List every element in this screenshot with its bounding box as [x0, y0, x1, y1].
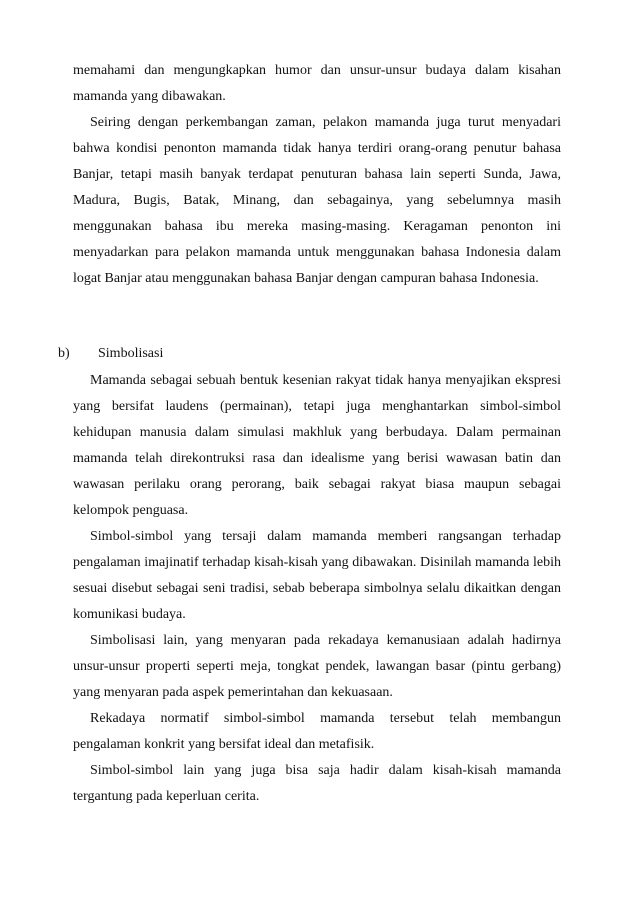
paragraph-language-diversity	[73, 110, 561, 292]
section-paragraph: Simbol-simbol lain yang juga bisa saja hadir dalam kisah-kisah mamanda tergantung pada keperluan cerita.	[73, 763, 561, 804]
section-body	[73, 368, 561, 810]
section-heading	[58, 341, 163, 367]
paragraph-continuation	[73, 58, 561, 110]
section-paragraph: Simbolisasi lain, yang menyaran pada rekadaya kemanusiaan adalah hadirnya unsur-unsur properti seperti meja, tongkat pendek, lawangan basar (pintu gerbang) yang menyaran pada aspek pemerintahan dan kekuasaan.	[73, 633, 561, 700]
paragraph-text: Seiring dengan perkembangan zaman, pelakon mamanda juga turut menyadari bahwa kondisi penonton mamanda tidak hanya terdiri orang-orang penutur bahasa Banjar, tetapi masih banyak terdapat penuturan bahasa lain seperti Sunda, Jawa, Madura, Bugis, Batak, Minang, dan sebagainya, yang sebelumnya masih menggunakan bahasa ibu mereka masing-masing. Keragaman penonton ini menyadarkan para pelakon mamanda untuk menggunakan bahasa Indonesia dalam logat Banjar atau menggunakan bahasa Banjar dengan campuran bahasa Indonesia.	[73, 115, 561, 286]
paragraph-text: memahami dan mengungkapkan humor dan unsur-unsur budaya dalam kisahan mamanda yang dibawakan.	[73, 63, 561, 104]
section-marker: b)	[58, 346, 70, 361]
section-paragraph: Mamanda sebagai sebuah bentuk kesenian rakyat tidak hanya menyajikan ekspresi yang bersifat laudens (permainan), tetapi juga menghantarkan simbol-simbol kehidupan manusia dalam simulasi makhluk yang berbudaya. Dalam permainan mamanda telah direkontruksi rasa dan idealisme yang berisi wawasan batin dan wawasan perilaku orang perorang, baik sebagai rakyat biasa maupun sebagai kelompok penguasa.	[73, 373, 561, 518]
section-paragraph: Simbol-simbol yang tersaji dalam mamanda memberi rangsangan terhadap pengalaman imajinatif terhadap kisah-kisah yang dibawakan. Disinilah mamanda lebih sesuai disebut sebagai seni tradisi, sebab beberapa simbolnya selalu dikaitkan dengan komunikasi budaya.	[73, 529, 561, 622]
section-paragraph: Rekadaya normatif simbol-simbol mamanda tersebut telah membangun pengalaman konkrit yang bersifat ideal dan metafisik.	[73, 711, 561, 752]
section-title: Simbolisasi	[98, 346, 164, 361]
